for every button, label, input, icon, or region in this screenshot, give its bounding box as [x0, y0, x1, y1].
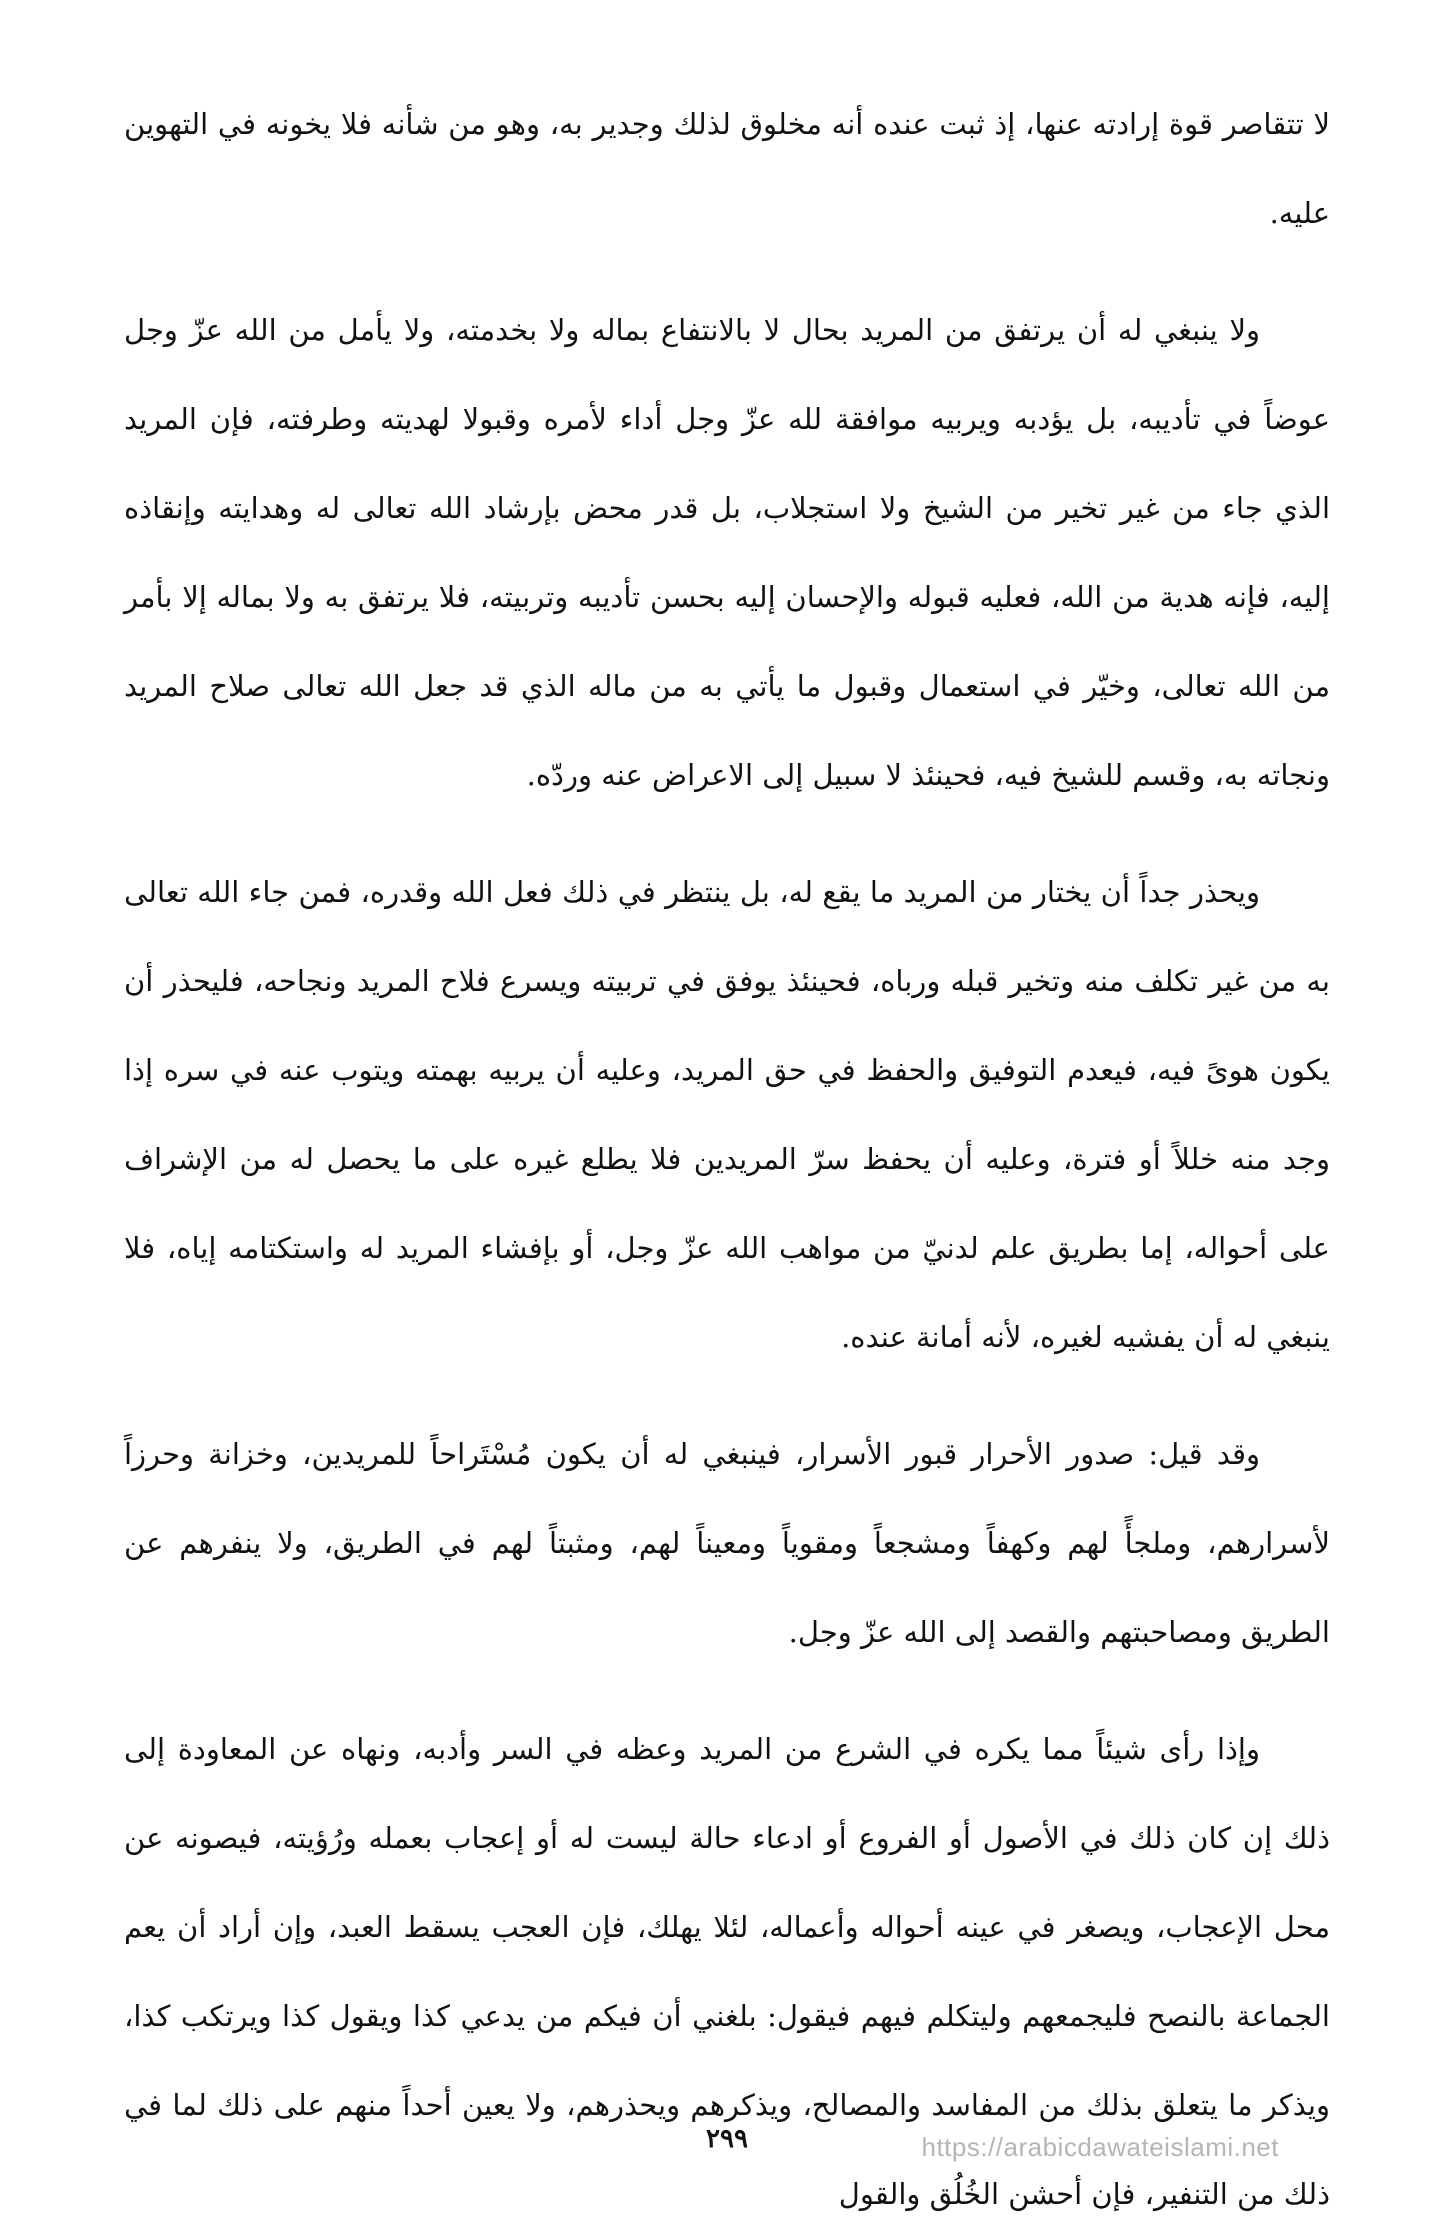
paragraph-2: ولا ينبغي له أن يرتفق من المريد بحال لا بالانتفاع بماله ولا بخدمته، ولا يأمل من الله عزّ وجل عوضاً في تأديبه، بل يؤدبه ويربيه موافقة لله عزّ وجل أداء لأمره وقبولا لهديته وطرفته، فإن المريد الذي جاء من غير تخير من الشيخ ولا استجلاب، بل قدر محض بإرشاد الله تعالى له وهدايته وإنقاذه إليه، فإنه هدية من الله، فعليه قبوله والإحسان إليه بحسن تأديبه وتربيته، فلا يرتفق به ولا بماله إلا بأمر من الله تعالى، وخيّر في استعمال وقبول ما يأتي به من ماله الذي قد جعل الله تعالى صلاح المريد ونجاته به، وقسم للشيخ فيه، فحينئذ لا سبيل إلى الاعراض عنه وردّه.	[124, 313, 1330, 792]
source-watermark: https://arabicdawateislami.net	[921, 2132, 1279, 2162]
paragraph-3: ويحذر جداً أن يختار من المريد ما يقع له، بل ينتظر في ذلك فعل الله وقدره، فمن جاء الله تعالى به من غير تكلف منه وتخير قبله ورباه، فحينئذ يوفق في تربيته ويسرع فلاح المريد ونجاحه، فليحذر أن يكون هوىً فيه، فيعدم التوفيق والحفظ في حق المريد، وعليه أن يربيه بهمته ويتوب عنه في سره إذا وجد منه خللاً أو فترة، وعليه أن يحفظ سرّ المريدين فلا يطلع غيره على ما يحصل له من الإشراف على أحواله، إما بطريق علم لدنيّ من مواهب الله عزّ وجل، أو بإفشاء المريد له واستكتامه إياه، فلا ينبغي له أن يفشيه لغيره، لأنه أمانة عنده.	[124, 875, 1330, 1354]
paragraph-1: لا تتقاصر قوة إرادته عنها، إذ ثبت عنده أنه مخلوق لذلك وجدير به، وهو من شأنه فلا يخونه في التهوين عليه.	[124, 107, 1330, 230]
page-body-text	[124, 80, 1330, 2239]
page-number: ٢٩٩	[706, 2124, 748, 2154]
paragraph-5: وإذا رأى شيئاً مما يكره في الشرع من المريد وعظه في السر وأدبه، ونهاه عن المعاودة إلى ذلك إن كان ذلك في الأصول أو الفروع أو ادعاء حالة ليست له أو إعجاب بعمله ورُؤيته، فيصونه عن محل الإعجاب، ويصغر في عينه أحواله وأعماله، لئلا يهلك، فإن العجب يسقط العبد، وإن أراد أن يعم الجماعة بالنصح فليجمعهم وليتكلم فيهم فيقول: بلغني أن فيكم من يدعي كذا ويقول كذا ويرتكب كذا، ويذكر ما يتعلق بذلك من المفاسد والمصالح، ويذكرهم ويحذرهم، ولا يعين أحداً منهم على ذلك لما في ذلك من التنفير، فإن أحشن الخُلُق والقول	[124, 1732, 1330, 2211]
paragraph-4: وقد قيل: صدور الأحرار قبور الأسرار، فينبغي له أن يكون مُسْتَراحاً للمريدين، وخزانة وحرزاً لأسرارهم، وملجأً لهم وكهفاً ومشجعاً ومقوياً ومعيناً لهم، ومثبتاً لهم في الطريق، ولا ينفرهم عن الطريق ومصاحبتهم والقصد إلى الله عزّ وجل.	[124, 1437, 1330, 1649]
